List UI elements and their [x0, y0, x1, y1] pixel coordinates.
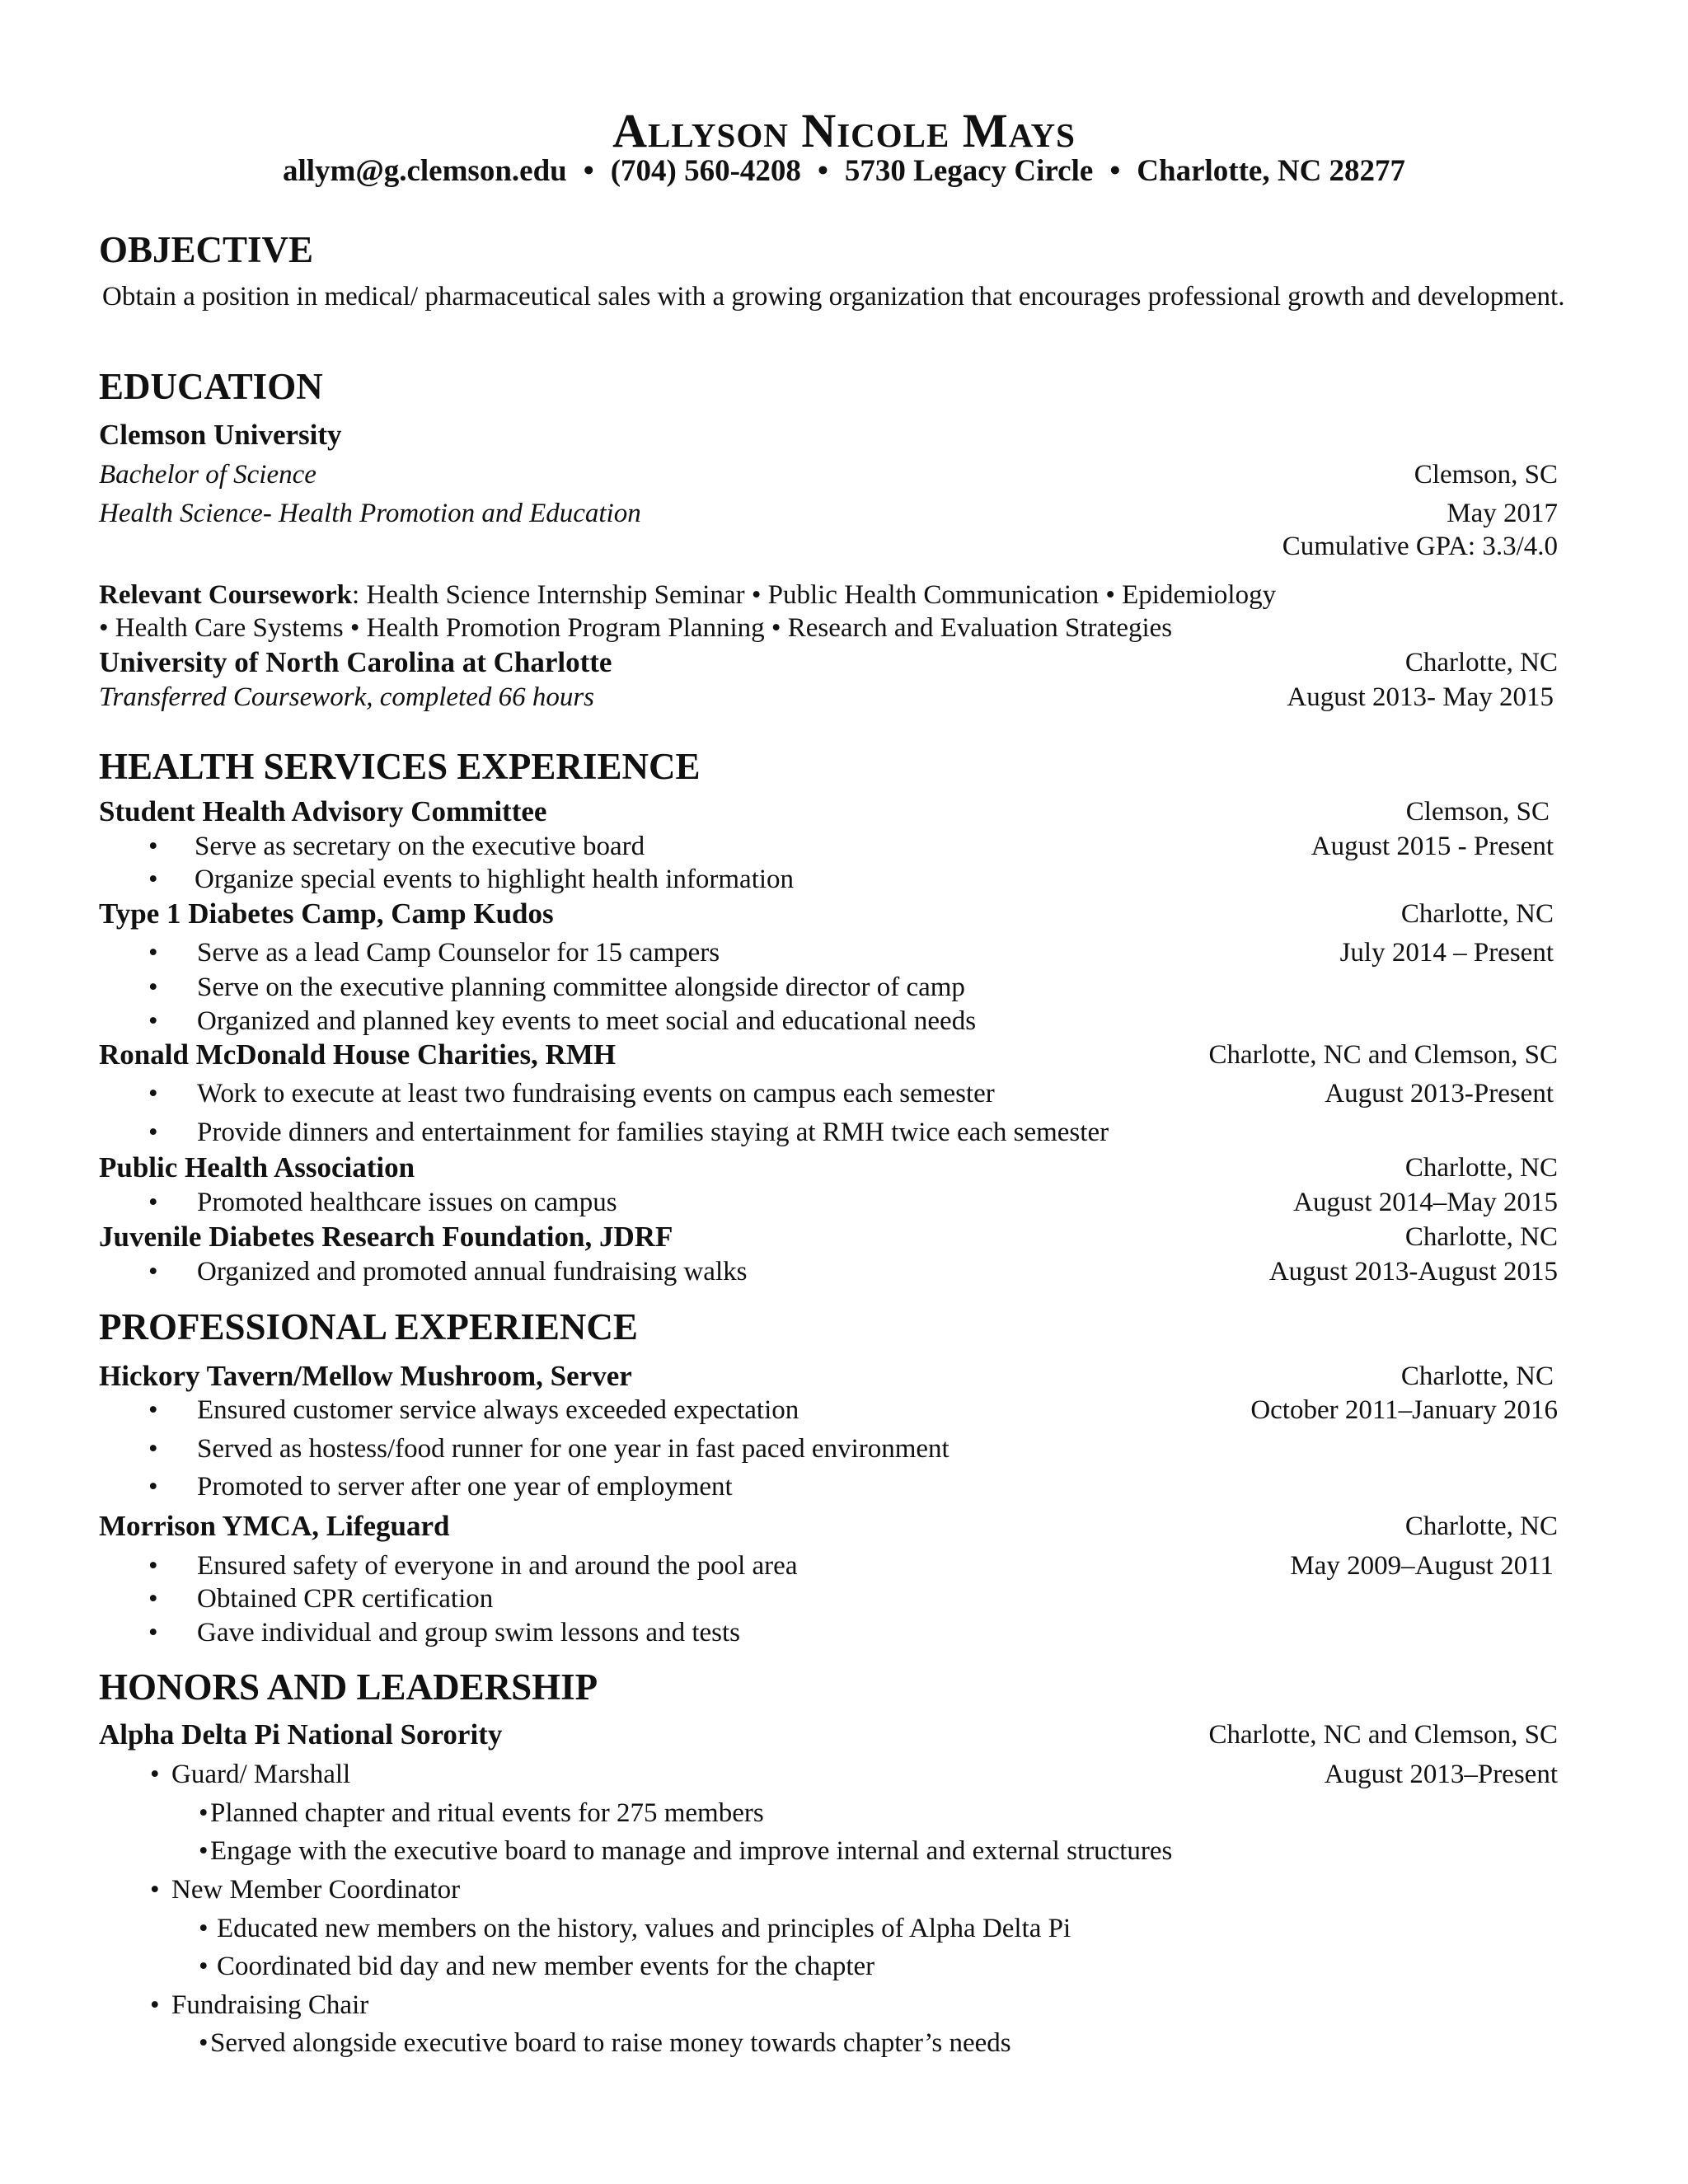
job-dates: May 2009–August 2011: [1290, 1551, 1554, 1581]
school-location: Clemson, SC: [1414, 460, 1558, 490]
job-org: Public Health Association: [99, 1151, 415, 1183]
job-dates: October 2011–January 2016: [1250, 1395, 1558, 1425]
bullet: •: [148, 1551, 158, 1581]
bullet: •: [199, 1836, 209, 1866]
bullet: •: [148, 1584, 158, 1614]
job-org: Student Health Advisory Committee: [99, 795, 547, 827]
job-location: Charlotte, NC: [1404, 1222, 1558, 1252]
school-row: [99, 646, 1558, 680]
school-location: Charlotte, NC: [1404, 648, 1558, 677]
job-dates: August 2013-Present: [1325, 1079, 1554, 1108]
job-location: Clemson, SC: [1405, 797, 1550, 827]
bullet-text: Serve as secretary on the executive board: [195, 832, 645, 861]
bullet-text: Gave individual and group swim lessons and tests: [197, 1618, 741, 1647]
job-location: Charlotte, NC: [1400, 899, 1554, 929]
education-heading: EDUCATION: [99, 366, 323, 407]
bullet: •: [150, 1990, 160, 2020]
honors-org: Alpha Delta Pi National Sorority: [99, 1718, 503, 1750]
job-row: [99, 898, 1558, 931]
bullet-text: Serve as a lead Camp Counselor for 15 campers: [197, 938, 720, 968]
bullet-text: Obtained CPR certification: [197, 1584, 494, 1614]
major: Health Science- Health Promotion and Education: [99, 499, 641, 528]
job-location: Charlotte, NC: [1400, 1361, 1554, 1391]
city: Charlotte, NC 28277: [1137, 154, 1406, 188]
phone: (704) 560-4208: [610, 154, 801, 188]
bullet: •: [148, 865, 158, 894]
coursework-line-2: • Health Care Systems • Health Promotion Program Planning • Research and Evaluation Strategies: [99, 613, 1173, 643]
job-org: Juvenile Diabetes Research Foundation, JDRF: [99, 1221, 673, 1253]
job-location: Charlotte, NC and Clemson, SC: [1208, 1040, 1558, 1070]
role-title: Guard/ Marshall: [171, 1760, 351, 1789]
graduation-date: May 2017: [1447, 499, 1558, 528]
honors-dates: August 2013–Present: [1324, 1760, 1558, 1789]
bullet: •: [148, 1434, 158, 1464]
bullet: •: [150, 1875, 160, 1905]
objective-heading: OBJECTIVE: [99, 229, 314, 270]
separator: •: [583, 154, 594, 188]
separator: •: [1109, 154, 1121, 188]
bullet-text: Provide dinners and entertainment for families staying at RMH twice each semester: [197, 1118, 1109, 1147]
job-dates: August 2015 - Present: [1311, 832, 1554, 861]
major-row: [99, 497, 1558, 530]
coursework-text: : Health Science Internship Seminar • Public Health Communication • Epidemiology: [352, 580, 1277, 610]
bullet: •: [148, 938, 158, 968]
bullet-text: Ensured customer service always exceeded expectation: [197, 1395, 799, 1425]
contact-line: [0, 153, 1688, 190]
job-dates: August 2014–May 2015: [1293, 1188, 1558, 1217]
degree: Bachelor of Science: [99, 460, 316, 490]
school-detail-row: [99, 681, 1558, 714]
bullet-text: Organize special events to highlight health information: [195, 865, 795, 894]
resume-name: Allyson Nicole Mays: [612, 104, 1076, 157]
bullet: •: [148, 1618, 158, 1647]
bullet: •: [199, 2028, 209, 2058]
professional-heading: PROFESSIONAL EXPERIENCE: [99, 1306, 638, 1347]
bullet: •: [148, 832, 158, 861]
honors-heading: HONORS AND LEADERSHIP: [99, 1666, 598, 1708]
job-dates: August 2013-August 2015: [1268, 1257, 1558, 1286]
job-org: Hickory Tavern/Mellow Mushroom, Server: [99, 1360, 632, 1392]
gpa: Cumulative GPA: 3.3/4.0: [1282, 532, 1558, 561]
separator: •: [817, 154, 828, 188]
objective-text: Obtain a position in medical/ pharmaceutical sales with a growing organization that encourages professional growth and development.: [102, 282, 1565, 312]
bullet-text: Work to execute at least two fundraising events on campus each semester: [197, 1079, 995, 1108]
bullet: •: [148, 1079, 158, 1108]
bullet: •: [148, 1188, 158, 1217]
bullet: •: [148, 972, 158, 1002]
address: 5730 Legacy Circle: [844, 154, 1094, 188]
job-row: [99, 795, 1558, 829]
bullet: •: [199, 1914, 209, 1943]
job-row: [99, 1151, 1558, 1185]
bullet-text: Organized and promoted annual fundraising walks: [197, 1257, 748, 1286]
coursework-label: Relevant Coursework: [99, 580, 353, 610]
role-item-text: Planned chapter and ritual events for 275 members: [210, 1798, 764, 1828]
role-title: New Member Coordinator: [171, 1875, 461, 1905]
coursework-line-1: [99, 579, 1558, 612]
job-org: Ronald McDonald House Charities, RMH: [99, 1038, 617, 1071]
job-org: Type 1 Diabetes Camp, Camp Kudos: [99, 898, 554, 930]
degree-row: [99, 458, 1558, 491]
job-location: Charlotte, NC: [1404, 1153, 1558, 1183]
bullet-text: Ensured safety of everyone in and around the pool area: [197, 1551, 798, 1581]
role-item-text: Coordinated bid day and new member events for the chapter: [217, 1952, 875, 1981]
job-location: Charlotte, NC: [1404, 1511, 1558, 1541]
school-name: Clemson University: [99, 419, 342, 451]
school-name: University of North Carolina at Charlotte: [99, 646, 612, 678]
bullet-text: Organized and planned key events to meet social and educational needs: [197, 1006, 977, 1036]
role-item-text: Engage with the executive board to manage and improve internal and external structures: [210, 1836, 1173, 1866]
role-title: Fundraising Chair: [171, 1990, 369, 2020]
job-row: [99, 1510, 1558, 1544]
bullet: •: [148, 1472, 158, 1502]
bullet: •: [150, 1760, 160, 1789]
bullet-text: Served as hostess/food runner for one year in fast paced environment: [197, 1434, 950, 1464]
school-dates: August 2013- May 2015: [1287, 682, 1554, 712]
role-item-text: Served alongside executive board to raise money towards chapter’s needs: [210, 2028, 1011, 2058]
bullet-text: Promoted to server after one year of employment: [197, 1472, 733, 1502]
honors-location: Charlotte, NC and Clemson, SC: [1208, 1720, 1558, 1750]
bullet: •: [148, 1006, 158, 1036]
role-item-text: Educated new members on the history, values and principles of Alpha Delta Pi: [217, 1914, 1071, 1943]
job-row: [99, 1221, 1558, 1254]
job-org: Morrison YMCA, Lifeguard: [99, 1510, 450, 1542]
health-heading: HEALTH SERVICES EXPERIENCE: [99, 746, 701, 787]
bullet-text: Promoted healthcare issues on campus: [197, 1188, 617, 1217]
bullet: •: [148, 1118, 158, 1147]
job-row: [99, 1038, 1558, 1072]
school-detail: Transferred Coursework, completed 66 hours: [99, 682, 595, 712]
job-row: [99, 1360, 1558, 1394]
bullet: •: [199, 1952, 209, 1981]
email[interactable]: allym@g.clemson.edu: [282, 154, 567, 188]
bullet: •: [148, 1257, 158, 1286]
bullet: •: [199, 1798, 209, 1828]
org-row: [99, 1718, 1558, 1752]
bullet-text: Serve on the executive planning committee alongside director of camp: [197, 972, 965, 1002]
bullet: •: [148, 1395, 158, 1425]
job-dates: July 2014 – Present: [1339, 938, 1554, 968]
